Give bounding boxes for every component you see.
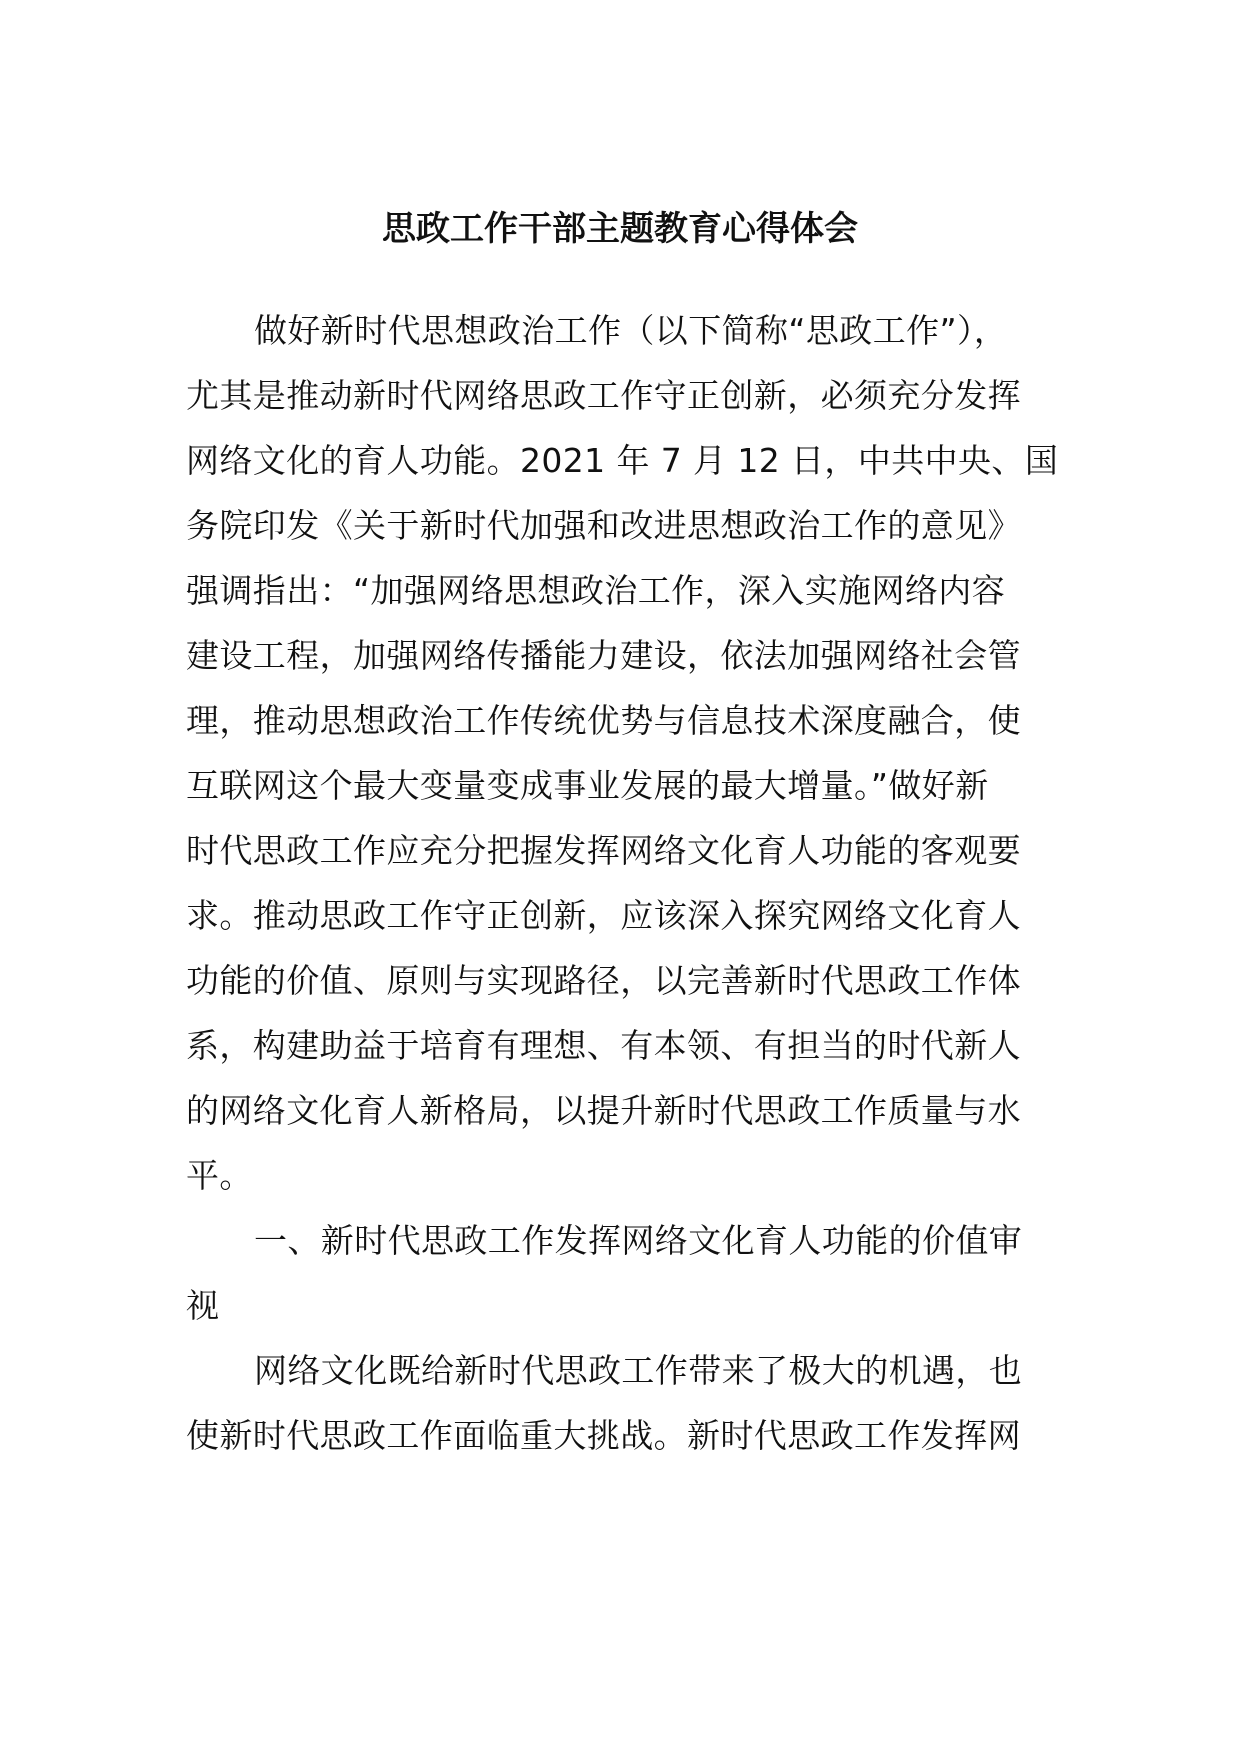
section-heading-line: 一、新时代思政工作发挥网络文化育人功能的价值审: [254, 1221, 1023, 1260]
paragraph-line: 互联网这个最大变量变成事业发展的最大增量。”做好新: [186, 766, 989, 805]
paragraph-line: 功能的价值、原则与实现路径，以完善新时代思政工作体: [186, 961, 1021, 1000]
paragraph-line: 网络文化既给新时代思政工作带来了极大的机遇，也: [254, 1351, 1023, 1390]
paragraph-line: 求。推动思政工作守正创新，应该深入探究网络文化育人: [186, 896, 1021, 935]
paragraph-line: 时代思政工作应充分把握发挥网络文化育人功能的客观要: [186, 831, 1021, 870]
paragraph-line: 理，推动思想政治工作传统优势与信息技术深度融合，使: [186, 701, 1021, 740]
paragraph-line: 建设工程，加强网络传播能力建设，依法加强网络社会管: [186, 636, 1021, 675]
paragraph-line: 强调指出：“加强网络思想政治工作，深入实施网络内容: [186, 571, 1006, 610]
paragraph-line: 尤其是推动新时代网络思政工作守正创新，必须充分发挥: [186, 376, 1021, 415]
paragraph-line: 使新时代思政工作面临重大挑战。新时代思政工作发挥网: [186, 1416, 1021, 1455]
paragraph-line: 平。: [186, 1156, 253, 1195]
document-title: 思政工作干部主题教育心得体会: [382, 209, 858, 249]
document-body: [186, 298, 1066, 1468]
section-heading-line: 视: [186, 1286, 220, 1325]
paragraph-line: 系，构建助益于培育有理想、有本领、有担当的时代新人: [186, 1026, 1021, 1065]
paragraph-line: 务院印发《关于新时代加强和改进思想政治工作的意见》: [186, 506, 1021, 545]
paragraph-line: 做好新时代思想政治工作（以下简称“思政工作”），: [254, 311, 1008, 350]
paragraph-line: 的网络文化育人新格局，以提升新时代思政工作质量与水: [186, 1091, 1021, 1130]
paragraph-line: 网络文化的育人功能。2021 年 7 月 12 日，中共中央、国: [186, 441, 1059, 480]
